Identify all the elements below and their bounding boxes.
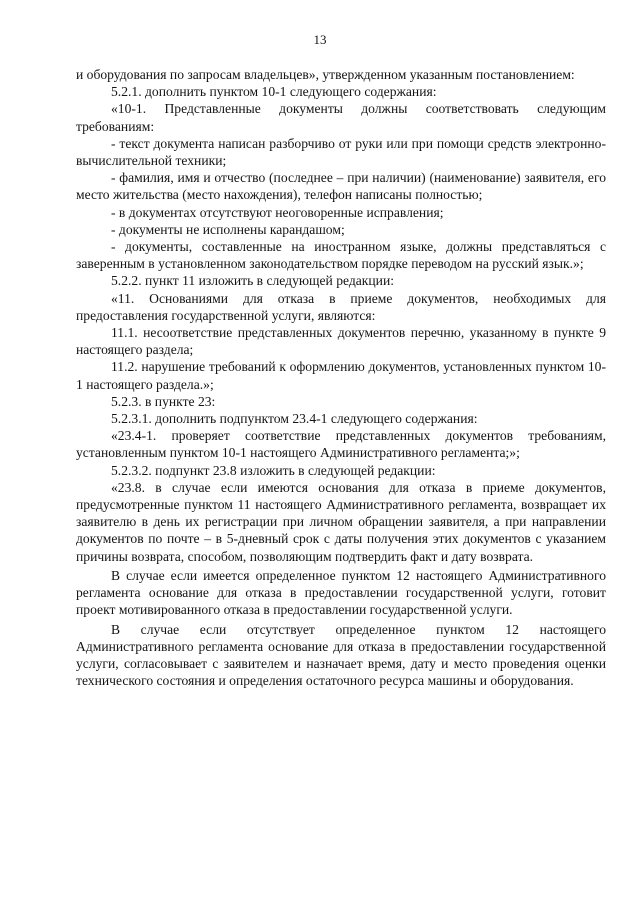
paragraph-23-8: «23.8. в случае если имеются основания для отказа в приеме документов, предусмотренные пунктом 11 настоящего Административного регламента, возвращает их заявителю в день их регистрации при личном обращении заявителя, а при направлении документов по почте – в 5-дневный срок с даты получения этих документов с указанием причины возврата, способом, позволяющим подтвердить факт и дату возврата.: [76, 479, 606, 564]
paragraph-11-1: 11.1. несоответствие представленных документов перечню, указанному в пункте 9 настоящего раздела;: [76, 325, 606, 358]
paragraph-5-2-3-2: 5.2.3.2. подпункт 23.8 изложить в следующей редакции:: [111, 462, 436, 478]
paragraph-5-2-3-1: 5.2.3.1. дополнить подпунктом 23.4-1 следующего содержания:: [111, 411, 478, 427]
requirement-item: - текст документа написан разборчиво от руки или при помощи средств электронно-вычислительной техники;: [76, 135, 606, 169]
paragraph-continuation: и оборудования по запросам владельцев», утвержденном указанным постановлением:: [76, 67, 575, 82]
requirement-item: - документы не исполнены карандашом;: [111, 221, 345, 237]
paragraph-no-refusal-case: В случае если отсутствует определенное пунктом 12 настоящего Административного регламента основание для отказа в предоставлении государственной услуги, согласовывает с заявителем и назначает время, дату и место проведения оценки технического состояния и определения остаточного ресурса машины и оборудования.: [76, 621, 606, 689]
paragraph-5-2-2: 5.2.2. пункт 11 изложить в следующей редакции:: [111, 273, 395, 289]
page-number: 13: [313, 32, 327, 47]
requirement-item: - фамилия, имя и отчество (последнее – при наличии) (наименование) заявителя, его место жительства (место нахождения), телефон написаны полностью;: [76, 170, 606, 203]
paragraph-5-2-3: 5.2.3. в пункте 23:: [111, 393, 216, 409]
paragraph-11: «11. Основаниями для отказа в приеме документов, необходимых для предоставления государственной услуги, являются:: [76, 290, 606, 323]
requirement-item: - документы, составленные на иностранном языке, должны представляться с заверенным в установленном законодательством порядке переводом на русский язык.»;: [76, 239, 606, 272]
requirement-item: - в документах отсутствуют неоговоренные исправления;: [111, 204, 444, 220]
paragraph-5-2-1: 5.2.1. дополнить пунктом 10-1 следующего содержания:: [111, 84, 437, 100]
paragraph-refusal-case: В случае если имеется определенное пунктом 12 настоящего Административного регламента основание для отказа в предоставлении государственной услуги, готовит проект мотивированного отказа в предоставлении государственной услуги.: [76, 567, 606, 618]
paragraph-23-4-1: «23.4-1. проверяет соответствие представленных документов требованиям, установленным пунктом 10-1 настоящего Административного регламента;»;: [76, 428, 606, 461]
paragraph-11-2: 11.2. нарушение требований к оформлению документов, установленных пунктом 10-1 настоящего раздела.»;: [76, 359, 606, 392]
paragraph-10-1: «10-1. Представленные документы должны соответствовать следующим требованиям:: [76, 101, 606, 134]
document-body: [76, 66, 606, 689]
